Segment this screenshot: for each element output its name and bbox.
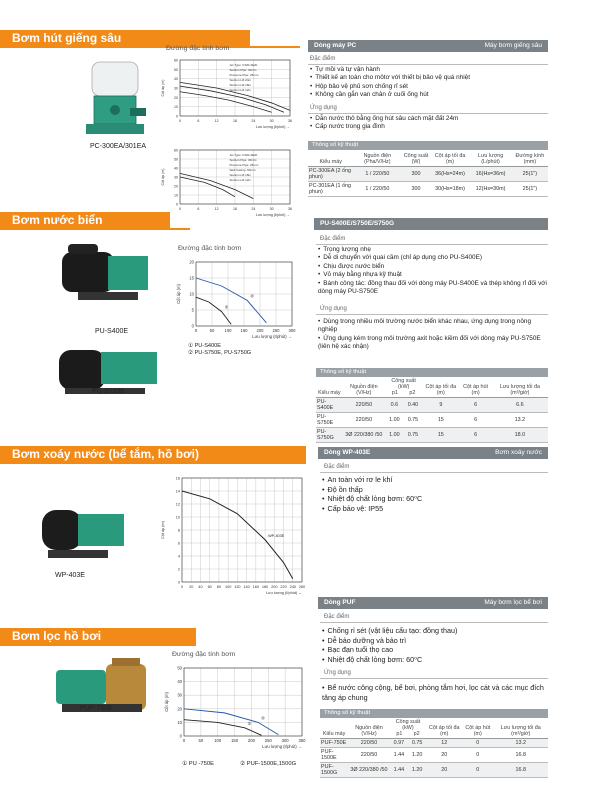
puf-features-label: Đặc điểm xyxy=(324,614,350,620)
table-cell: 12(Hs=30m) xyxy=(469,182,511,197)
y-tick-label: 30 xyxy=(174,86,178,91)
pu-s400e-caption: PU-S400E xyxy=(95,328,129,335)
list-item: • Không cần gắn van chân ở cuối ống hút xyxy=(310,91,550,99)
pc-spec-table xyxy=(308,152,548,197)
puf-header xyxy=(318,597,548,609)
wp-features-label: Đặc điểm xyxy=(324,464,350,470)
power-subheader: p2 xyxy=(413,731,420,737)
table-row xyxy=(316,413,548,428)
table-header-cell: Kiểu máy xyxy=(320,718,348,739)
x-tick-label: 150 xyxy=(240,328,248,333)
y-axis-label: Cột áp (m) xyxy=(164,692,169,712)
chart-annotation: Suction Pipe: 30mm xyxy=(229,158,257,162)
table-header-cell xyxy=(390,718,427,739)
puf-apps-list xyxy=(322,683,550,702)
table-cell: PU-S750E xyxy=(316,413,343,428)
puf-header-title: Dòng PUF xyxy=(324,599,356,606)
table-header-cell: Nguồn điện (V/Hz) xyxy=(348,718,389,739)
table-cell: 16.8 xyxy=(493,763,548,778)
power-subheaders xyxy=(391,731,426,737)
x-tick-label: 150 xyxy=(231,738,239,743)
pu-header xyxy=(314,218,548,230)
chart-annotation: Suction Lift 18m xyxy=(229,83,252,87)
x-tick-label: 40 xyxy=(198,585,203,589)
pu-spec-label: Thông số kỹ thuật xyxy=(316,368,548,377)
y-axis-label: Cột áp (m) xyxy=(161,521,165,539)
table-cell: PU-S400E xyxy=(316,398,343,413)
pc-header-title: Dòng máy PC xyxy=(314,42,357,49)
table-row xyxy=(320,763,548,778)
y-tick-label: 20 xyxy=(189,259,194,265)
table-header-cell: Công suất (W) xyxy=(401,152,430,167)
y-axis-label: Cột áp (m) xyxy=(176,284,181,304)
banner-title: Bơm hút giếng sâu xyxy=(12,31,122,45)
table-cell: 1.44 xyxy=(390,748,408,763)
table-header-cell: Nguồn điện (V/Hz) xyxy=(343,377,385,398)
pc-pump-image xyxy=(80,58,150,148)
power-header: Công suất (kW) xyxy=(391,378,416,390)
list-item: • Trọng lượng nhẹ xyxy=(318,246,550,254)
chart-annotation: Jet Type: PJ20-4E2b xyxy=(229,153,258,157)
list-item: • Cấp bảo vệ: IP55 xyxy=(322,504,550,514)
table-cell: 25(1") xyxy=(512,167,548,182)
x-tick-label: 200 xyxy=(271,585,278,589)
puf-apps-label: Ứng dụng xyxy=(324,670,351,676)
table-cell: 25(1") xyxy=(512,182,548,197)
x-tick-label: 250 xyxy=(264,738,272,743)
series-label: ② xyxy=(250,293,254,299)
x-tick-label: 300 xyxy=(288,328,296,333)
pc300-chart xyxy=(160,54,300,134)
x-tick-label: 60 xyxy=(207,585,212,589)
y-tick-label: 0 xyxy=(177,580,180,585)
power-header: Công suất (kW) xyxy=(395,719,421,731)
power-subheader: p1 xyxy=(396,731,403,737)
x-tick-label: 18 xyxy=(233,119,237,123)
y-tick-label: 8 xyxy=(177,528,180,533)
table-cell: 15 xyxy=(422,428,459,443)
table-header-cell: Đường kính (mm) xyxy=(512,152,548,167)
list-item: • Chịu được nước biển xyxy=(318,263,550,271)
series-line xyxy=(184,709,278,735)
x-tick-label: 100 xyxy=(224,328,232,333)
list-item: • Dễ bảo dưỡng và bảo trì xyxy=(322,636,550,646)
banner-title: Bơm lọc hồ bơi xyxy=(12,629,102,643)
table-header xyxy=(320,718,548,739)
y-tick-label: 30 xyxy=(177,692,182,698)
pu-chart xyxy=(176,256,302,340)
series-label: ② xyxy=(261,715,265,721)
series-line xyxy=(196,278,266,323)
pu-apps-list xyxy=(318,318,550,352)
table-row xyxy=(316,398,548,413)
x-tick-label: 350 xyxy=(298,738,306,743)
plot-frame xyxy=(184,668,302,736)
x-tick-label: 6 xyxy=(197,207,200,211)
series-label: ① xyxy=(224,304,229,310)
x-axis-label: Lưu lượng (ℓ/phút) → xyxy=(262,744,302,749)
table-row xyxy=(308,167,548,182)
y-tick-label: 60 xyxy=(174,58,178,63)
pu-s750e-caption: PU-S750E xyxy=(92,388,126,395)
table-cell: 1.44 xyxy=(390,763,408,778)
x-tick-label: 180 xyxy=(261,585,269,589)
series-label: WP-403E xyxy=(268,533,285,538)
y-tick-label: 20 xyxy=(174,184,178,189)
table-cell: 0 xyxy=(462,748,493,763)
puf-caption: PUF-750E xyxy=(80,705,113,712)
x-tick-label: 18 xyxy=(233,207,237,211)
list-item: • Nhiệt độ chất lỏng bơm: 60⁰C xyxy=(322,655,550,665)
list-item: • Độ ồn thấp xyxy=(322,485,550,495)
chart-annotation: Well Casing: 50mm xyxy=(229,168,256,172)
table-cell: 220/50 xyxy=(348,739,389,748)
table-cell: 1.20 xyxy=(408,748,426,763)
puf-features-list xyxy=(322,626,550,664)
table-cell: 30(Hs=18m) xyxy=(431,182,470,197)
list-item: • Nhiệt độ chất lỏng bơm: 60⁰C xyxy=(322,494,550,504)
y-tick-label: 16 xyxy=(175,476,180,481)
chart-annotation: Suction Lift 18m xyxy=(229,173,252,177)
table-cell: 36(Hs=24m) xyxy=(431,167,470,182)
x-tick-label: 260 xyxy=(298,585,306,589)
list-item: • Dẫn nước thô bằng ống hút sâu cách mặt đất 24m xyxy=(310,115,550,123)
table-cell: PC-301EA (1 ống phun) xyxy=(308,182,353,197)
table-header-cell: Lưu lượng (L/phút) xyxy=(469,152,511,167)
divider xyxy=(320,678,548,679)
pc-features-label: Đặc điểm xyxy=(310,56,336,62)
table-cell: 6 xyxy=(459,413,491,428)
table-row xyxy=(320,739,548,748)
wp-chart xyxy=(160,470,310,600)
chart-annotation: Jet Type: PJ20-4E2b xyxy=(229,63,258,67)
x-tick-label: 50 xyxy=(209,328,215,333)
x-tick-label: 200 xyxy=(256,328,264,333)
list-item: • Bạc đạn tuổi thọ cao xyxy=(322,645,550,655)
table-cell: 16.8 xyxy=(493,748,548,763)
y-tick-label: 50 xyxy=(177,665,182,671)
table-header-cell: Cột áp tối đa (m) xyxy=(422,377,459,398)
section-banner-pool-filter xyxy=(0,628,196,644)
y-tick-label: 4 xyxy=(177,554,180,559)
x-tick-label: 0 xyxy=(179,207,181,211)
puf-chart xyxy=(164,664,312,750)
y-tick-label: 20 xyxy=(177,706,182,712)
series-line xyxy=(180,92,272,113)
table-cell: 1 / 220/50 xyxy=(353,182,401,197)
y-tick-label: 10 xyxy=(174,105,178,110)
wp-caption: WP-403E xyxy=(55,572,85,579)
pc301-chart xyxy=(160,144,300,220)
table-header-cell: Lưu lượng tối đa (m³/giờ) xyxy=(492,377,548,398)
x-tick-label: 30 xyxy=(269,207,274,211)
x-tick-label: 100 xyxy=(214,738,222,743)
pu-features-list xyxy=(318,246,550,296)
table-header xyxy=(308,152,548,167)
table-header-cell: Cột áp hút (m) xyxy=(459,377,491,398)
y-tick-label: 40 xyxy=(174,77,178,82)
table-header-cell: Nguồn điện (Pha/V/Hz) xyxy=(353,152,401,167)
chart-annotation: Suction Lift 12m xyxy=(229,88,252,92)
x-tick-label: 12 xyxy=(214,207,219,211)
puf-chart-title: Đường đặc tính bơm xyxy=(172,651,236,658)
y-tick-label: 0 xyxy=(191,323,194,329)
table-cell: 3Ø 220/380 /50 xyxy=(343,428,385,443)
chart-annotation: Suction Lift 12m xyxy=(229,178,252,182)
list-item: • Ứng dụng kém trong môi trường axit hoặc kiềm đối với dòng máy PU-S750E (liên hệ xác nhận) xyxy=(318,335,550,352)
table-cell: 220/50 xyxy=(343,413,385,428)
table-cell: 1 / 220/50 xyxy=(353,167,401,182)
y-tick-label: 10 xyxy=(189,291,194,297)
banner-rule xyxy=(0,644,196,646)
table-cell: 6.6 xyxy=(492,398,548,413)
banner-rule xyxy=(0,46,300,48)
table-cell: 13.2 xyxy=(493,739,548,748)
y-tick-label: 12 xyxy=(175,502,180,507)
x-tick-label: 0 xyxy=(194,328,198,333)
section-banner-whirlpool xyxy=(0,446,306,462)
table-cell: 0.75 xyxy=(404,413,423,428)
list-item: • Thiết kế an toàn cho môtơ với thiết bị bảo vệ quá nhiệt xyxy=(310,74,550,82)
y-tick-label: 5 xyxy=(191,307,194,313)
pu-chart-title: Đường đặc tính bơm xyxy=(178,245,242,252)
table-header xyxy=(316,377,548,398)
wp-header xyxy=(318,447,548,459)
table-header-cell: Kiểu máy xyxy=(308,152,353,167)
table-header-cell: Cột áp tối đa (m) xyxy=(426,718,462,739)
x-tick-label: 80 xyxy=(216,585,222,589)
table-cell: 6 xyxy=(459,398,491,413)
divider xyxy=(316,314,548,315)
x-axis-label: Lưu lượng (ℓ/phút) → xyxy=(255,125,290,129)
table-cell: 20 xyxy=(426,748,462,763)
table-cell: 13.2 xyxy=(492,413,548,428)
pc-chart-title: Đường đặc tính bơm xyxy=(166,45,230,52)
pc-apps-list xyxy=(310,115,550,132)
y-tick-label: 30 xyxy=(174,175,178,180)
y-tick-label: 2 xyxy=(177,567,180,572)
wp-403e-image xyxy=(38,500,130,566)
x-tick-label: 6 xyxy=(197,119,200,123)
table-header-cell: Lưu lượng tối đa (m³/giờ) xyxy=(493,718,548,739)
banner-title: Bơm xoáy nước (bể tắm, hồ bơi) xyxy=(12,447,199,461)
y-tick-label: 60 xyxy=(174,148,178,153)
puf-750e-image xyxy=(52,656,156,726)
y-tick-label: 6 xyxy=(177,541,180,546)
power-subheader: p2 xyxy=(409,390,416,396)
table-cell: 16(Hs=36m) xyxy=(469,167,511,182)
y-tick-label: 0 xyxy=(179,733,182,739)
x-tick-label: 120 xyxy=(234,585,241,589)
pc-header-subtitle: Máy bơm giếng sâu xyxy=(484,42,542,49)
x-tick-label: 36 xyxy=(288,119,292,123)
y-tick-label: 0 xyxy=(176,202,178,207)
y-tick-label: 10 xyxy=(175,515,180,520)
puf-spec-table xyxy=(320,718,548,778)
list-item: • Dùng trong nhiều môi trường nước biển khác nhau, ứng dụng trong nông nghiệp xyxy=(318,318,550,335)
pc-header xyxy=(308,40,548,52)
list-item: • Vỏ máy bằng nhựa kỹ thuật xyxy=(318,271,550,279)
pu-header-title: PU-S400E/S750E/S750G xyxy=(320,220,395,227)
y-tick-label: 50 xyxy=(174,67,178,72)
x-tick-label: 0 xyxy=(180,585,184,589)
table-row xyxy=(320,748,548,763)
chart-annotation: Pressure Pipe: 25mm xyxy=(229,163,259,167)
x-tick-label: 12 xyxy=(214,119,219,123)
x-tick-label: 50 xyxy=(198,738,204,743)
table-cell: 220/50 xyxy=(343,398,385,413)
x-tick-label: 100 xyxy=(224,585,232,589)
x-tick-label: 24 xyxy=(251,119,256,123)
divider xyxy=(320,622,548,623)
x-tick-label: 160 xyxy=(252,585,260,589)
y-axis-label: Cột áp (m) xyxy=(161,168,165,186)
table-header-cell: Kiểu máy xyxy=(316,377,343,398)
power-subheader: p1 xyxy=(391,390,398,396)
table-cell: PC-300EA (2 ống phun) xyxy=(308,167,353,182)
x-axis-label: Lưu lượng (ℓ/phút) → xyxy=(265,591,302,595)
pu-spec-table xyxy=(316,377,548,443)
pc-features-list xyxy=(310,66,550,100)
divider xyxy=(316,244,548,245)
y-tick-label: 40 xyxy=(177,679,182,685)
pc-caption: PC-300EA/301EA xyxy=(90,143,147,150)
chart-annotation: Suction Lift 24m xyxy=(229,78,252,82)
y-tick-label: 50 xyxy=(174,157,178,162)
list-item: • Chống rỉ sét (vật liệu cấu tạo: đồng thau) xyxy=(322,626,550,636)
x-tick-label: 24 xyxy=(251,207,256,211)
table-cell: 9 xyxy=(422,398,459,413)
y-tick-label: 0 xyxy=(176,114,178,119)
table-cell: 0 xyxy=(462,739,493,748)
table-cell: PUF-750E xyxy=(320,739,348,748)
pu-legend-2: ② PU-S750E, PU-S750G xyxy=(188,350,252,357)
table-row xyxy=(316,428,548,443)
pu-s400e-image xyxy=(58,238,158,318)
x-axis-label: Lưu lượng (ℓ/phút) → xyxy=(255,213,290,217)
banner-title: Bơm nước biển xyxy=(12,213,103,227)
series-label: ① xyxy=(247,720,252,726)
power-subheaders xyxy=(386,390,421,396)
x-tick-label: 36 xyxy=(288,207,292,211)
table-cell: 300 xyxy=(401,167,430,182)
x-tick-label: 220 xyxy=(280,585,287,589)
series-line xyxy=(196,297,231,324)
table-cell: 0.6 xyxy=(385,398,404,413)
wp-features-list xyxy=(322,475,550,513)
table-cell: PU-S750G xyxy=(316,428,343,443)
table-cell: 300 xyxy=(401,182,430,197)
y-tick-label: 10 xyxy=(174,193,178,198)
banner-rule xyxy=(0,228,190,230)
y-tick-label: 14 xyxy=(175,489,180,494)
table-cell: 220/50 xyxy=(348,748,389,763)
pu-apps-label: Ứng dụng xyxy=(320,306,347,312)
table-cell: 6 xyxy=(459,428,491,443)
y-axis-label: Cột áp (m) xyxy=(161,79,165,97)
table-cell: 12 xyxy=(426,739,462,748)
pu-legend xyxy=(188,343,251,358)
banner-rule xyxy=(0,462,306,464)
chart-annotation: Suction Pipe: 30mm xyxy=(229,68,257,72)
y-tick-label: 15 xyxy=(189,275,194,281)
table-cell: 0.97 xyxy=(390,739,408,748)
table-header-cell xyxy=(385,377,422,398)
table-cell: 1.00 xyxy=(385,428,404,443)
puf-spec-label: Thông số kỹ thuật xyxy=(320,709,548,718)
x-tick-label: 0 xyxy=(179,119,181,123)
puf-header-subtitle: Máy bơm lọc bể bơi xyxy=(484,599,542,606)
list-item: • Cấp nước trong gia đình xyxy=(310,123,550,131)
wp-header-subtitle: Bơm xoáy nước xyxy=(495,449,542,456)
table-cell: PUF-1500E xyxy=(320,748,348,763)
section-banner-seawater xyxy=(0,212,170,228)
x-tick-label: 250 xyxy=(272,328,280,333)
table-cell: 1.20 xyxy=(408,763,426,778)
table-cell: 0.75 xyxy=(408,739,426,748)
table-cell: PUF-1500G xyxy=(320,763,348,778)
wp-header-title: Dòng WP-403E xyxy=(324,449,371,456)
table-cell: 0.75 xyxy=(404,428,423,443)
table-cell: 20 xyxy=(426,763,462,778)
list-item: • Bánh công tác: đồng thau đối với dòng máy PU-S400E và thép không rỉ đối với dòng máy PU-S750E xyxy=(318,280,550,297)
divider xyxy=(308,64,548,65)
table-row xyxy=(308,182,548,197)
table-cell: 3Ø 220/380 /50 xyxy=(348,763,389,778)
pc-spec-label: Thông số kỹ thuật xyxy=(308,141,548,150)
x-tick-label: 20 xyxy=(189,585,194,589)
divider xyxy=(320,472,548,473)
y-tick-label: 20 xyxy=(174,95,178,100)
x-axis-label: Lưu lượng (ℓ/phút) → xyxy=(252,334,292,339)
divider xyxy=(308,113,548,114)
table-header-cell: Cột áp hút (m) xyxy=(462,718,493,739)
table-cell: 1.00 xyxy=(385,413,404,428)
pu-legend-1: ① PU-S400E xyxy=(188,343,221,349)
x-tick-label: 0 xyxy=(182,738,186,743)
list-item: • Tự mồi và tự vận hành xyxy=(310,66,550,74)
chart-annotation: Pressure Pipe: 25mm xyxy=(229,73,259,77)
list-item: • Dễ di chuyển với quai cầm (chỉ áp dụng cho PU-S400E) xyxy=(318,254,550,262)
list-item: • An toàn với rơ le khí xyxy=(322,475,550,485)
y-tick-label: 10 xyxy=(177,719,182,725)
table-cell: 0.40 xyxy=(404,398,423,413)
x-tick-label: 30 xyxy=(269,119,274,123)
x-tick-label: 300 xyxy=(281,738,289,743)
y-tick-label: 40 xyxy=(174,166,178,171)
x-tick-label: 200 xyxy=(247,738,255,743)
x-tick-label: 240 xyxy=(289,585,296,589)
puf-legend-1: ① PU -750E xyxy=(182,761,214,767)
pc-apps-label: Ứng dụng xyxy=(310,105,337,111)
list-item: • Bể nước công cộng, bể bơi, phòng tắm hơi, lọc cát và các mục đích tăng áp chung xyxy=(322,683,550,702)
pu-features-label: Đặc điểm xyxy=(320,236,346,242)
table-cell: 0 xyxy=(462,763,493,778)
table-cell: 15 xyxy=(422,413,459,428)
puf-legend-2: ② PUF-1500E,1500G xyxy=(240,761,297,767)
table-header-cell: Cột áp tối đa (m) xyxy=(431,152,470,167)
list-item: • Hộp bảo vệ phủ sơn chống rỉ sét xyxy=(310,83,550,91)
x-tick-label: 140 xyxy=(243,585,250,589)
table-cell: 18.0 xyxy=(492,428,548,443)
section-banner-deep-well xyxy=(0,30,250,46)
